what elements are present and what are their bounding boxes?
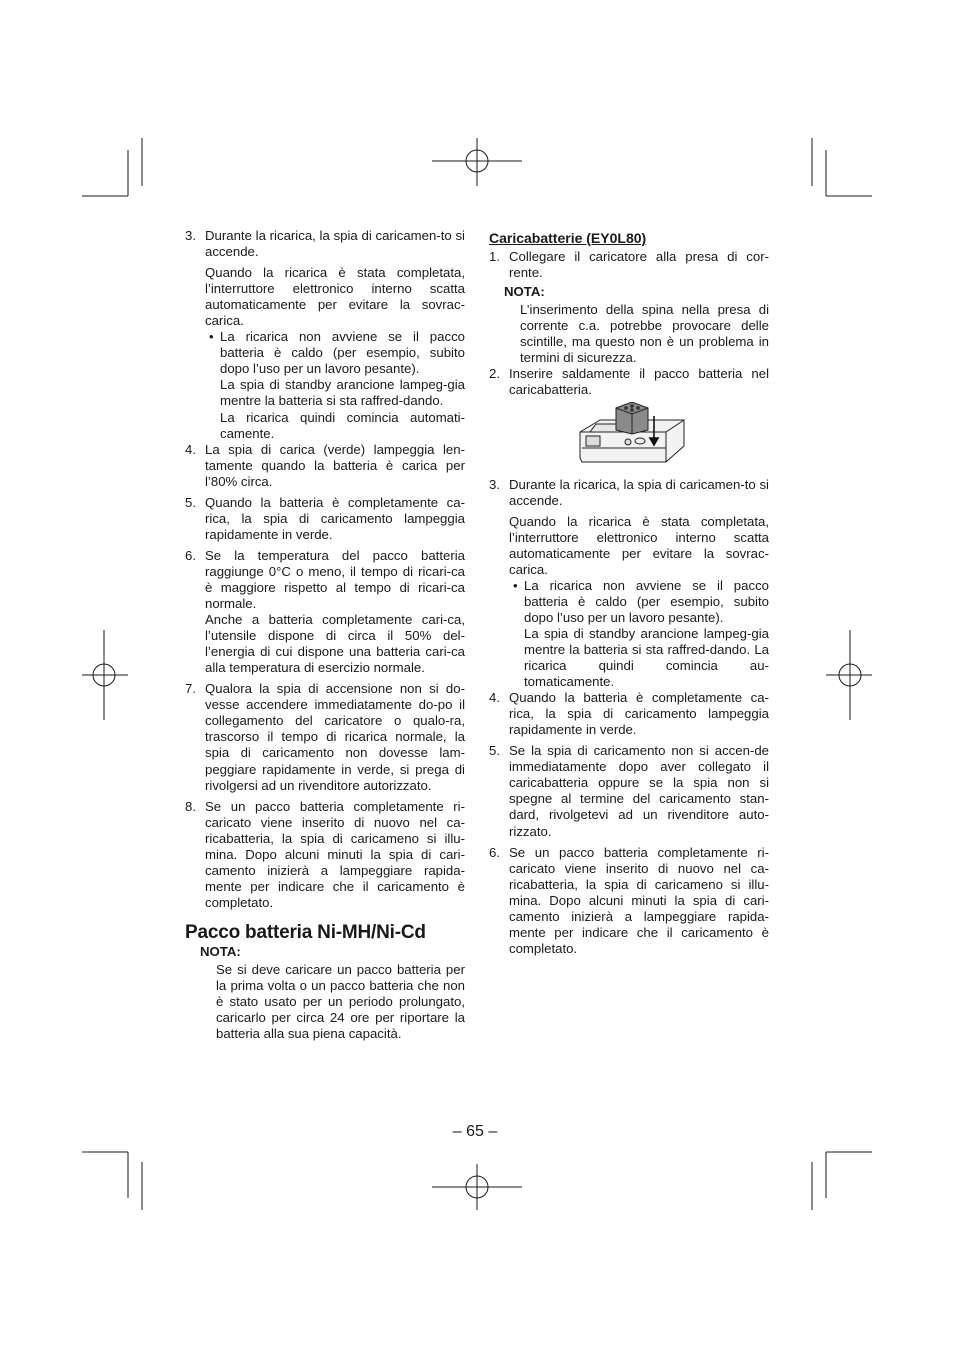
registration-target-left <box>82 630 128 720</box>
item-number: 6. <box>185 547 196 563</box>
list-item <box>489 743 769 839</box>
paragraph: Quando la ricarica è stata completata, l’interruttore elettronico interno scatta automaticamente per evitare la sovrac-carica. <box>509 513 769 577</box>
item-number: 8. <box>185 798 196 814</box>
paragraph: Quando la ricarica è stata completata, l’interruttore elettronico interno scatta automaticamente per evitare la sovrac-carica. <box>205 265 465 329</box>
item-number: 3. <box>489 476 500 492</box>
list-item <box>185 681 465 793</box>
item-text: Se un pacco batteria completamente ri-caricato viene inserito di nuovo nel ca-ricabatteria, la spia di caricameno si illu-mina. Dopo alcuni minuti la spia di cari-camento inizierà a lampeggiare rapida-mente per indicare che il caricamento è completato. <box>205 798 465 910</box>
paragraph: Anche a batteria completamente cari-ca, l’utensile dispone di circa il 50% del-l’energia di cui dispone una batteria cari-ca alla temperatura di esercizio normale. <box>205 612 465 676</box>
bullet-continuation: La spia di standby arancione lampeg-gia mentre la batteria si sta raffred-dando. La ricarica quindi comincia au-tomaticamente. <box>524 625 769 690</box>
list-item <box>489 249 769 281</box>
registration-target-top <box>432 138 522 186</box>
bullet-item <box>489 578 769 626</box>
item-number: 4. <box>489 690 500 706</box>
item-number: 7. <box>185 681 196 697</box>
list-item <box>489 366 769 398</box>
section-title: Pacco batteria Ni-MH/Ni-Cd <box>185 921 426 943</box>
page-number: – 65 – <box>452 1123 498 1140</box>
list-item <box>185 495 465 543</box>
nota-text: Se si deve caricare un pacco batteria per la prima volta o un pacco batteria che non è stato usato per un periodo prolungato, caricarlo per circa 24 ore per riportare la batteria alla sua piena capacità. <box>216 962 465 1042</box>
right-column <box>489 230 769 957</box>
item-text: Qualora la spia di accensione non si do-vesse accendere immediatamente do-po il collegamento del caricatore o qualo-ra, trascorso il tempo di ricarica normale, la spia di caricamento non dovesse lam-peggiare rapidamente in verde, si prega di rivolgersi ad un rivenditore autorizzato. <box>205 681 465 793</box>
registration-target-bottom <box>432 1164 522 1210</box>
item-text: Quando la batteria è completamente ca-rica, la spia di caricamento lampeggia rapidamente in verde. <box>509 690 769 738</box>
list-item <box>185 442 465 490</box>
list-item <box>489 690 769 738</box>
item-number: 3. <box>185 228 196 243</box>
item-text: Collegare il caricatore alla presa di cor-rente. <box>509 249 769 281</box>
item-number: 1. <box>489 249 500 265</box>
bullet-icon: • <box>513 577 518 593</box>
nota-text: L’inserimento della spina nella presa di corrente c.a. potrebbe provocare delle scintille, ma questo non è un problema in termini di sicurezza. <box>520 302 769 366</box>
item-text: Quando la batteria è completamente ca-rica, la spia di caricamento lampeggia rapidamente in verde. <box>205 494 465 542</box>
list-item <box>489 845 769 957</box>
item-number: 5. <box>489 743 500 759</box>
item-number: 4. <box>185 441 196 457</box>
bullet-text: La ricarica non avviene se il pacco batteria è caldo (per esempio, subito dopo l’uso per un lavoro pesante). <box>220 329 465 377</box>
list-item <box>185 228 465 260</box>
bullet-text: La ricarica non avviene se il pacco batteria è caldo (per esempio, subito dopo l’uso per un lavoro pesante). <box>524 577 769 625</box>
nota-label: NOTA: <box>504 284 545 300</box>
bullet-continuation: La spia di standby arancione lampeg-gia mentre la batteria si sta raffred-dando. <box>220 377 465 409</box>
list-item <box>489 477 769 509</box>
nota-label: NOTA: <box>200 943 241 959</box>
item-number: 6. <box>489 844 500 860</box>
list-item <box>185 548 465 612</box>
item-number: 5. <box>185 494 196 510</box>
bullet-item <box>185 329 465 377</box>
item-number: 2. <box>489 366 500 382</box>
registration-target-right <box>826 630 872 720</box>
item-text: Inserire saldamente il pacco batteria nel caricabatteria. <box>509 366 769 398</box>
bullet-icon: • <box>209 329 214 345</box>
item-text: Durante la ricarica, la spia di caricamen-to si accende. <box>205 228 465 260</box>
item-text: Durante la ricarica, la spia di caricamen-to si accende. <box>509 476 769 508</box>
item-text: Se la spia di caricamento non si accen-de immediatamente dopo aver collegato il caricabatteria oppure se la spia non si spegne al termine del caricamento stan-dard, rivolgetevi ad un rivenditore auto-rizzato. <box>509 743 769 839</box>
item-text: Se la temperatura del pacco batteria raggiunge 0°C o meno, il tempo di ricari-ca è maggiore rispetto al tempo di ricari-ca normale. <box>205 547 465 612</box>
item-text: Se un pacco batteria completamente ri-caricato viene inserito di nuovo nel ca-ricabatteria, la spia di caricameno si illu-mina. Dopo alcuni minuti la spia di cari-camento inizierà a lampeggiare rapida-mente per indicare che il caricamento è completato. <box>509 844 769 956</box>
charger-illustration <box>576 402 688 466</box>
bullet-continuation: La ricarica quindi comincia automati-camente. <box>220 409 465 441</box>
item-text: La spia di carica (verde) lampeggia len-tamente quando la batteria è carica per l’80% circa. <box>205 441 465 489</box>
list-item <box>185 799 465 911</box>
left-column <box>185 228 465 1042</box>
section-heading: Caricabatterie (EY0L80) <box>489 230 647 246</box>
